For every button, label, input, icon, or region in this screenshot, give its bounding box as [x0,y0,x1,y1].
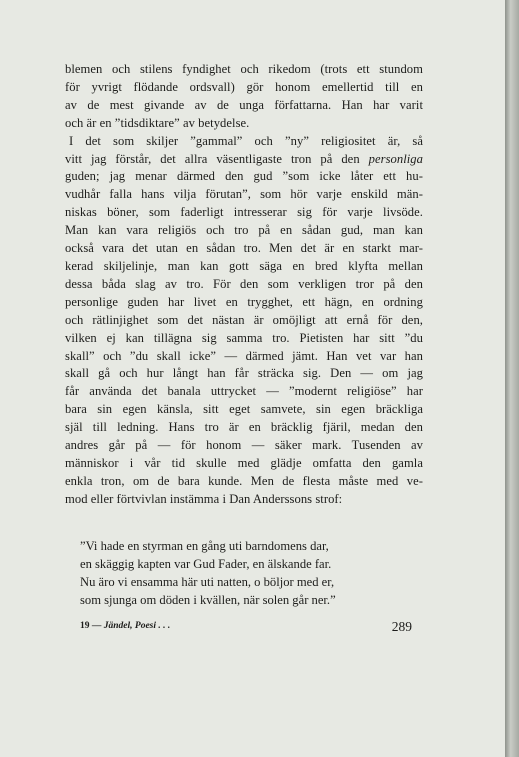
body-paragraphs [65,61,423,509]
emphasized-word: personliga [368,151,423,166]
text-line: guden; jag menar därmed den gud ”som icke låter ett hu- [65,169,423,184]
signature-title: Jändel, Poesi . . . [103,621,171,631]
text-line: skall gå och hur långt han får sträcka sig. Den — om jag [65,366,423,381]
text-line: Man kan vara religiös och tro på en sådan gud, man kan [65,223,423,238]
text-line-with-emphasis [65,151,423,169]
text-line: skall” och ”du skall icke” — därmed jämt. Han vet var han [65,348,423,363]
text-line: och rätlinjighet som det nästan är omöjligt att ernå för den, [65,312,423,327]
text-line: själ till ledning. Hans tro är en bräcklig fjäril, medan den [65,420,423,435]
poem-line: en skäggig kapten var Gud Fader, en älskande far. [80,556,332,571]
signature-dash: — [89,621,104,631]
signature-mark [80,621,170,631]
text-line: kerad skiljelinje, man kan gott säga en bred klyfta mellan [65,258,423,273]
text-line: också vara det utan en sådan tro. Men det är en starkt mar- [65,241,423,256]
text-line: personlige guden har livet en trygghet, ett hägn, en ordning [65,294,423,309]
text-segment: vitt jag förstår, det allra väsentligaste tron på den [65,151,360,166]
signature-number: 19 [80,621,90,631]
poem-line: som sjunga om döden i kvällen, när solen går ner.” [80,592,336,607]
text-line: niskas böner, som faderligt intresserar sig för varje livsöde. [65,205,423,220]
text-line: människor i vår tid skulle med glädje omfatta den gamla [65,455,423,470]
text-line: av de mest givande av de unga författarna. Han har varit [65,97,423,112]
text-line: mod eller förtvivlan instämma i Dan Anderssons strof: [65,491,343,506]
page-number: 289 [391,619,412,634]
poem-line: Nu äro vi ensamma här uti natten, o böljor med er, [80,574,335,589]
text-line: blemen och stilens fyndighet och rikedom (trots ett stundom [65,62,423,76]
text-line: enkla tron, om de bara kunde. Men de flesta måste med ve- [65,473,423,488]
page-edge [505,0,519,757]
text-line: för yvrigt flödande ordsvall) gör honom emellertid till en [65,79,423,94]
text-line: och är en ”tidsdiktare” av betydelse. [65,115,250,130]
text-line: bara sin egen känsla, sitt eget samvete, sin egen bräckliga [65,402,423,417]
page-footer [80,619,412,637]
poem-line: ”Vi hade en styrman en gång uti barndomens dar, [80,539,329,553]
text-line: vudhår falla hans vilja förutan”, som hör varje enskild män- [65,187,423,202]
poem-quote [80,538,440,610]
text-line: vilken ej kan tillägna sig samma tro. Pietisten har sitt ”du [65,330,423,345]
text-line: dessa båda slag av tro. För den som verkligen tror på den [65,276,423,291]
text-line: andres går på — för honom — säker mark. Tusenden av [65,438,423,453]
text-line: får använda det banala uttrycket — ”modernt religiöse” har [65,384,423,399]
text-line: I det som skiljer ”gammal” och ”ny” religiositet är, så [69,133,423,148]
